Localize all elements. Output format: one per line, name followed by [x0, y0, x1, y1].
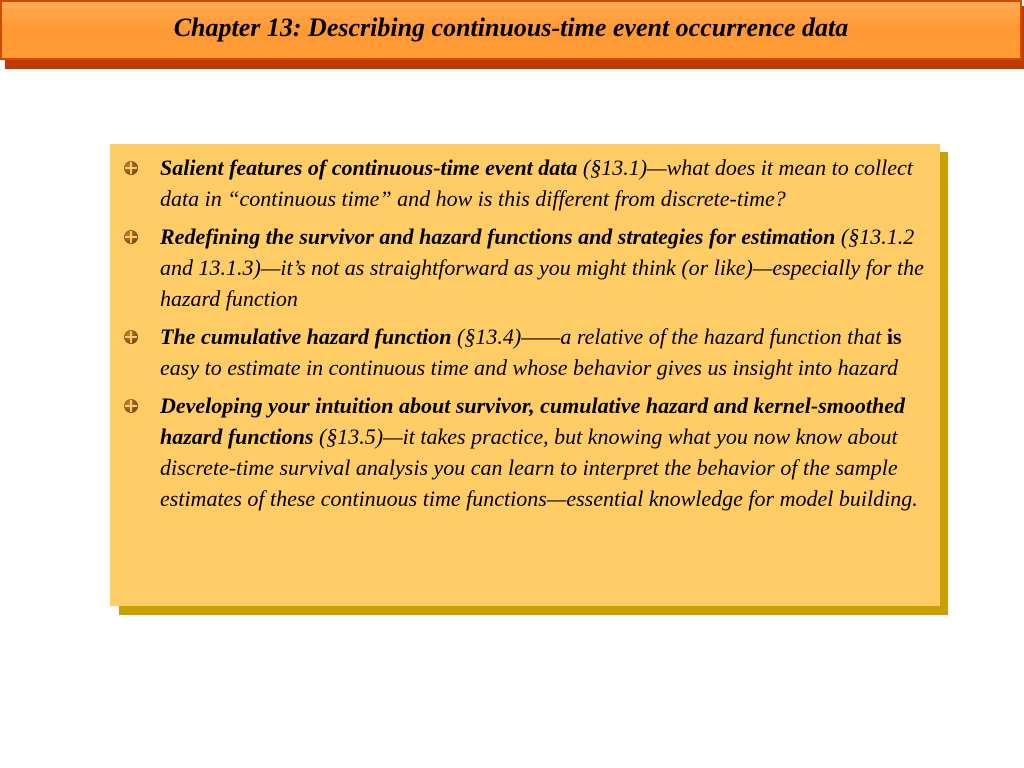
content-box [110, 144, 940, 606]
bullet-body: (§13.1)—what does it mean to collect data in “continuous time” and how is this different from discrete-time? [160, 155, 913, 211]
bullet-marker-icon [124, 161, 138, 175]
bullet-item [110, 221, 940, 314]
bullet-body: (§13.5)—it takes practice, but knowing what you now know about discrete-time survival analysis you can learn to interpret the behavior of the sample estimates of these continuous time functions—essential knowledge for model building. [160, 424, 918, 511]
bullet-item [110, 321, 940, 383]
bullet-heading: Developing your intuition about survivor, cumulative hazard and kernel-smoothed hazard functions [160, 393, 906, 449]
bullet-marker-icon [124, 330, 138, 344]
title-bar [0, 0, 1022, 60]
bullet-item [110, 390, 940, 514]
slide-title: Chapter 13: Describing continuous-time event occurrence data [173, 13, 849, 42]
bullet-body: easy to estimate in continuous time and whose behavior gives us insight into hazard [160, 355, 898, 380]
bullet-body: (§13.1.2 and 13.1.3)—it’s not as straightforward as you might think (or like)—especially for the hazard function [160, 224, 924, 311]
bullet-heading: The cumulative hazard function [160, 324, 452, 349]
bullet-emphasis: is [886, 324, 902, 349]
bullet-marker-icon [124, 230, 138, 244]
bullet-heading: Salient features of continuous-time event data [160, 155, 578, 180]
bullet-heading: Redefining the survivor and hazard functions and strategies for estimation [160, 224, 836, 249]
bullet-body: (§13.4)——a relative of the hazard function that [451, 324, 887, 349]
bullet-item [110, 152, 940, 214]
bullet-list [110, 152, 940, 521]
bullet-marker-icon [124, 399, 138, 413]
